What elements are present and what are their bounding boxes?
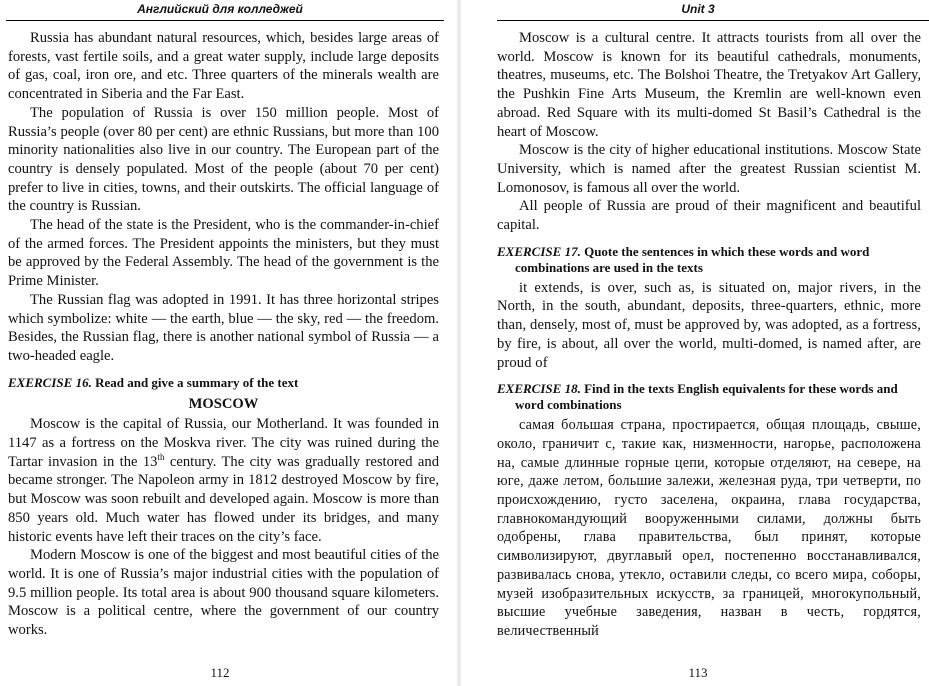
paragraph-population: The population of Russia is over 150 million people. Most of Russia’s people (over 80 per cent) are ethnic Russians, but more than 100 minority nationalities also live in our country. The European part of the country is densely populated. Most of the people (about 70 per cent) prefer to live in cities, towns, and their outskirts. The official language of the country is Russian. — [8, 104, 439, 215]
header-rule-left — [6, 20, 444, 21]
book-gutter — [456, 0, 462, 686]
paragraph-cultural-centre: Moscow is a cultural centre. It attracts tourists from all over the world. Moscow is known for its beautiful cathedrals, monuments, theatres, museums, etc. The Bolshoi Theatre, the Tretyakov Art Gallery, the Pushkin Fine Arts Museum, the Kremlin are well-known even abroad. Red Square with its multi-domed St Basil’s Cathedral is the heart of Moscow. — [497, 30, 921, 140]
running-header-right: Unit 3 — [681, 2, 715, 16]
right-page — [467, 0, 929, 686]
right-page-body — [497, 29, 921, 641]
paragraph-flag: The Russian flag was adopted in 1991. It has three horizontal stripes which symbolize: white — the earth, blue — the sky, red — the freedom. Besides, the Russian flag, there is another national symbol of Russia — a two-headed eagle. — [8, 291, 439, 364]
moscow-history-superscript: th — [157, 451, 165, 462]
paragraph-proud: All people of Russia are proud of their magnificent and beautiful capital. — [497, 198, 921, 234]
exercise-17-label: EXERCISE 17. — [497, 243, 581, 259]
exercise-17-text: Quote the sentences in which these words and word combinations are used in the texts — [515, 243, 870, 275]
exercise-18-heading — [497, 381, 921, 413]
left-page — [0, 0, 452, 686]
paragraph-head-of-state: The head of the state is the President, who is the commander-in-chief of the armed forces. The President appoints the ministers, but they must be approved by the Federal Assembly. The head of the government is the Prime Minister. — [8, 217, 439, 290]
header-rule-right — [497, 20, 929, 21]
paragraph-modern-moscow: Modern Moscow is one of the biggest and most beautiful cities of the world. It is one of Russia’s major industrial cities with the population of 9.5 million people. Its total area is about 900 thousand square kilometers. Moscow is a political centre, where the government of our country works. — [8, 547, 439, 639]
exercise-16-label: EXERCISE 16. — [8, 374, 92, 390]
page-number-right: 113 — [688, 665, 708, 680]
exercise-17-heading — [497, 244, 921, 276]
paragraph-moscow-history — [8, 415, 439, 546]
moscow-title: MOSCOW — [188, 395, 259, 412]
exercise-16-heading — [8, 375, 439, 391]
running-header-left: Английский для колледжей — [137, 2, 303, 16]
exercise-16-text: Read and give a summary of the text — [95, 374, 299, 390]
paragraph-education: Moscow is the city of higher educational institutions. Moscow State University, which is named after the greatest Russian scientist M. Lomonosov, is famous all over the world. — [497, 142, 921, 196]
exercise-18-text: Find in the texts English equivalents for these words and word combinations — [515, 381, 898, 413]
moscow-history-text-b: century. The city was gradually restored and became stronger. The Napoleon army in 1812 destroyed Moscow by fire, but Moscow was soon rebuilt and developed again. Moscow is more than 850 years old. Much water has flowed under its bridges, and many historic events have left their traces on the city’s face. — [8, 453, 439, 545]
exercise-18-label: EXERCISE 18. — [497, 381, 581, 397]
left-page-body — [8, 29, 439, 640]
page-number-left: 112 — [210, 665, 230, 680]
exercise-18-word-list: самая большая страна, простирается, общая площадь, свыше, около, граничит с, такие как, низменности, нагорье, расположена на, самые длинные горные цепи, которые отделяют, на севере, на юге, даже летом, большие залежи, железная руда, три четверти, по происхождению, густо заселена, окраина, глава государства, главнокомандующий вооруженными силами, должны быть одобрены, глава правительства, был принят, которые символизируют, двуглавый орел, постепенно восстанавливался, развивалась снова, утекло, оставили следы, со всего мира, соборы, музей изобразительных искусств, за границей, многокупольный, высшие учебные заведения, назван в честь, гордятся, величественный — [497, 417, 921, 639]
moscow-history-text-a: Moscow is the capital of Russia, our Motherland. It was founded in 1147 as a fortress on the Moskva river. The city was ruined during the Tartar invasion in the 13 — [8, 416, 439, 470]
paragraph-resources: Russia has abundant natural resources, which, besides large areas of forests, vast fertile soils, and a great water supply, include large deposits of gas, coal, iron ore, and etc. Three quarters of the minerals wealth are concentrated in Siberia and the Far East. — [8, 30, 439, 103]
exercise-17-word-list: it extends, is over, such as, is situated on, major rivers, in the North, in the south, abundant, deposits, three-quarters, ethnic, more than, densely, most of, must be approved by, was adopted, as a fortress, by fire, is about, all over the world, multi-domed, is named after, are proud of — [497, 279, 921, 371]
